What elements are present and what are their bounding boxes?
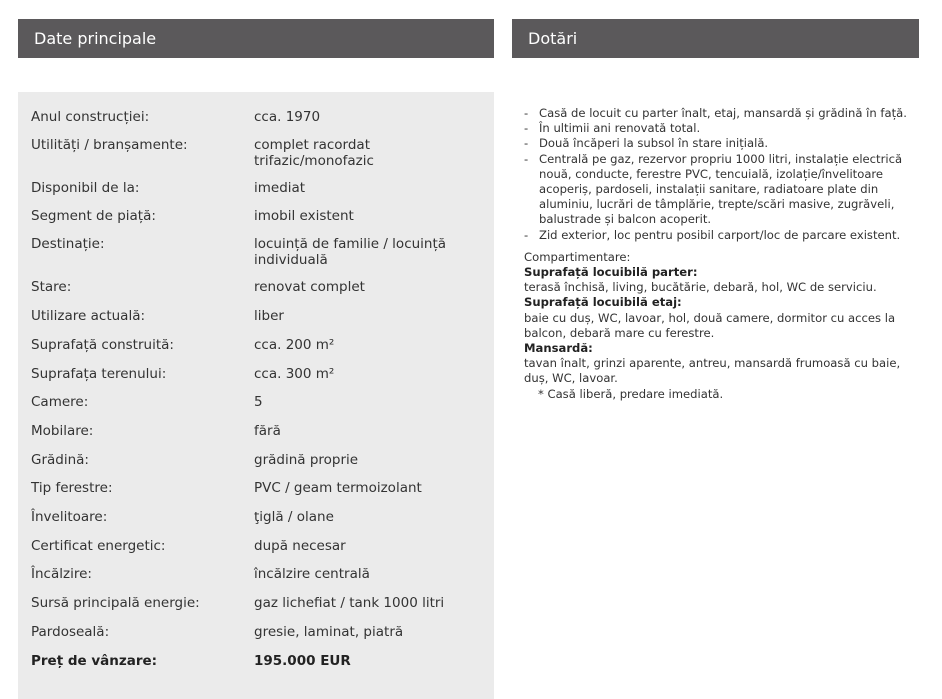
- main-data-table: [18, 92, 494, 699]
- list-item: [524, 136, 910, 151]
- detail-value: după necesar: [254, 538, 346, 554]
- feature-text: Centrală pe gaz, rezervor propriu 1000 litri, instalație electrică nouă, conducte, ferestre PVC, tencuială, izolație/învelitoare acoperiș, pardoseli, instalații sanitare, radiatoare plate din aluminiu, lucrări de tâmplărie, trepte/scări masive, zugrăveli, balustrade și balcon acoperit.: [539, 151, 903, 227]
- bullet: -: [524, 106, 529, 120]
- detail-label: Pardoseală:: [31, 624, 110, 640]
- detail-value: locuință de familie / locuință individuală: [254, 236, 447, 268]
- detail-label: Tip ferestre:: [31, 480, 113, 496]
- detail-value: ţiglă / olane: [254, 509, 334, 525]
- price-value: 195.000 EUR: [254, 653, 351, 669]
- features-title: Dotări: [528, 29, 578, 48]
- price-label: Preț de vânzare:: [31, 653, 158, 669]
- list-item: [524, 121, 910, 136]
- detail-label: Învelitoare:: [31, 509, 108, 525]
- feature-text: Zid exterior, loc pentru posibil carport/loc de parcare existent.: [539, 227, 901, 242]
- detail-value: cca. 1970: [254, 109, 321, 125]
- compartments-title: Compartimentare:: [524, 249, 631, 264]
- detail-value: cca. 300 m²: [254, 366, 335, 382]
- feature-text: Două încăperi la subsol în stare inițială.: [539, 136, 769, 151]
- bullet: -: [524, 227, 529, 242]
- detail-value: complet racordat trifazic/monofazic: [254, 137, 374, 169]
- detail-label: Camere:: [31, 394, 89, 410]
- bullet: -: [524, 136, 529, 151]
- detail-label: Sursă principală energie:: [31, 595, 200, 611]
- detail-label: Disponibil de la:: [31, 180, 140, 196]
- detail-label: Utilizare actuală:: [31, 308, 146, 324]
- section-text-upper-floor: baie cu duș, WC, lavoar, hol, două camere, dormitor cu acces la balcon, debară mare cu ferestre.: [524, 310, 896, 340]
- list-item: [524, 106, 910, 121]
- detail-label: Suprafața terenului:: [31, 366, 167, 382]
- section-text-ground-floor: terasă închisă, living, bucătărie, debară, hol, WC de serviciu.: [524, 280, 877, 295]
- detail-value: imediat: [254, 180, 306, 196]
- list-item: [524, 228, 910, 243]
- detail-label: Suprafață construită:: [31, 337, 174, 353]
- detail-label: Anul construcției:: [31, 109, 150, 125]
- bullet: -: [524, 121, 529, 136]
- detail-value: fără: [254, 423, 281, 439]
- detail-value: PVC / geam termoizolant: [254, 480, 422, 496]
- section-title-attic: Mansardă:: [524, 341, 593, 356]
- detail-value: grădină proprie: [254, 452, 359, 468]
- list-item: [524, 152, 910, 228]
- detail-label: Destinație:: [31, 236, 105, 252]
- main-data-header: [18, 19, 494, 58]
- features-list: [524, 106, 910, 243]
- features-content: [524, 106, 910, 402]
- section-title-upper-floor: Suprafață locuibilă etaj:: [524, 295, 682, 310]
- main-data-title: Date principale: [34, 29, 157, 48]
- detail-value: imobil existent: [254, 208, 354, 224]
- detail-value: liber: [254, 308, 284, 324]
- feature-text: În ultimii ani renovată total.: [539, 121, 701, 136]
- detail-label: Mobilare:: [31, 423, 94, 439]
- bullet: -: [524, 151, 529, 166]
- availability-note: * Casă liberă, predare imediată.: [538, 386, 724, 401]
- detail-label: Utilități / branșamente:: [31, 137, 188, 153]
- detail-label: Segment de piață:: [31, 208, 156, 224]
- feature-text: Casă de locuit cu parter înalt, etaj, mansardă și grădină în față.: [539, 106, 907, 120]
- detail-value: 5: [254, 394, 263, 410]
- detail-value: gresie, laminat, piatră: [254, 624, 404, 640]
- detail-value: renovat complet: [254, 279, 365, 295]
- section-text-attic: tavan înalt, grinzi aparente, antreu, mansardă frumoasă cu baie, duș, WC, lavoar.: [524, 356, 901, 386]
- detail-label: Grădină:: [31, 452, 89, 468]
- detail-value: cca. 200 m²: [254, 337, 335, 353]
- detail-value: gaz lichefiat / tank 1000 litri: [254, 595, 445, 611]
- section-title-ground-floor: Suprafață locuibilă parter:: [524, 265, 698, 280]
- features-header: [512, 19, 919, 58]
- detail-label: Certificat energetic:: [31, 538, 166, 554]
- detail-label: Încălzire:: [31, 566, 92, 582]
- detail-value: încălzire centrală: [254, 566, 370, 582]
- detail-label: Stare:: [31, 279, 72, 295]
